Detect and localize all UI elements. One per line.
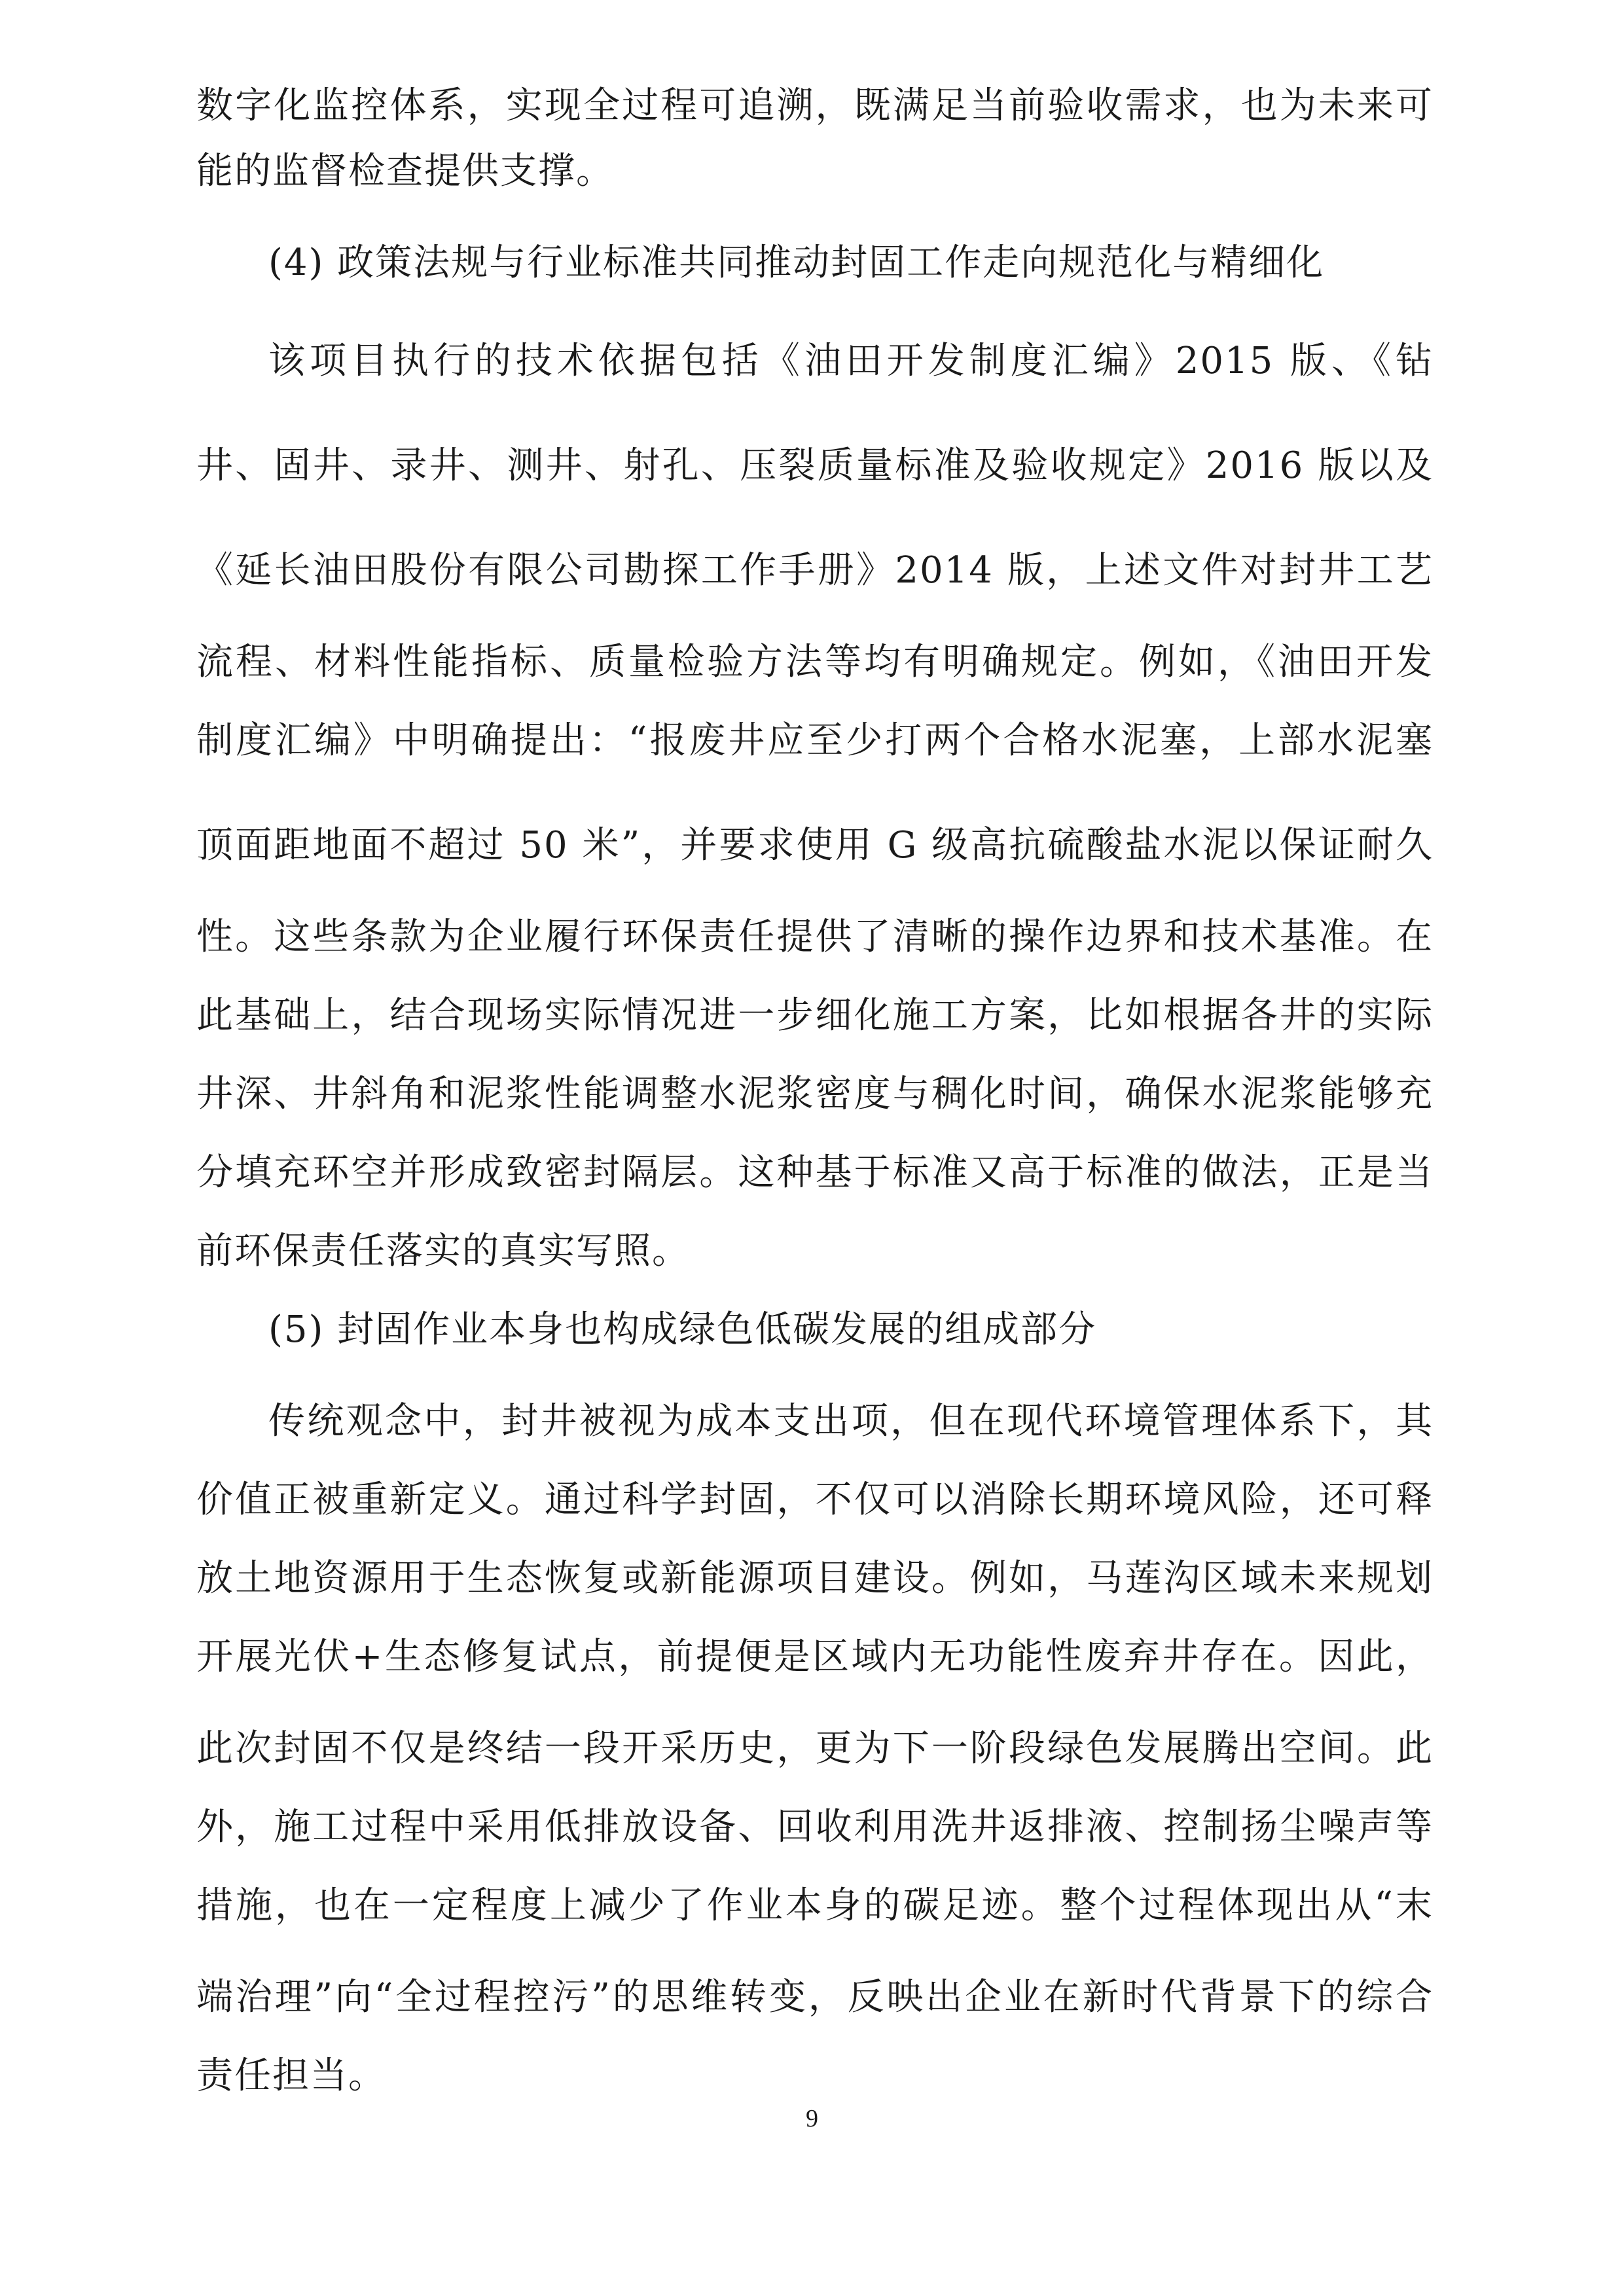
text-line: 流程、材料性能指标、质量检验方法等均有明确规定。例如，《油田开发 <box>196 641 1434 683</box>
text-line: 井、固井、录井、测井、射孔、压裂质量标准及验收规定》2016 版以及 <box>196 444 1434 487</box>
text-line: 《延长油田股份有限公司勘探工作手册》2014 版，上述文件对封井工艺 <box>196 549 1434 592</box>
text-line: 开展光伏+生态修复试点，前提便是区域内无功能性废弃井存在。因此， <box>196 1636 1434 1678</box>
text-line: 数字化监控体系，实现全过程可追溯，既满足当前验收需求，也为未来可 <box>196 84 1434 127</box>
text-line: 性。这些条款为企业履行环保责任提供了清晰的操作边界和技术基准。在 <box>196 916 1434 958</box>
section-heading-4: (4) 政策法规与行业标准共同推动封固工作走向规范化与精细化 <box>268 242 1325 284</box>
text-line: 端治理”向“全过程控污”的思维转变，反映出企业在新时代背景下的综合 <box>196 1976 1434 2018</box>
text-line: 该项目执行的技术依据包括《油田开发制度汇编》2015 版、《钻 <box>268 340 1434 382</box>
text-line: 放土地资源用于生态恢复或新能源项目建设。例如，马莲沟区域未来规划 <box>196 1557 1434 1600</box>
text-line: 外，施工过程中采用低排放设备、回收利用洗井返排液、控制扬尘噪声等 <box>196 1806 1434 1848</box>
text-line: 此基础上，结合现场实际情况进一步细化施工方案，比如根据各井的实际 <box>196 994 1434 1037</box>
text-line: 前环保责任落实的真实写照。 <box>196 1230 690 1272</box>
text-line: 责任担当。 <box>196 2054 386 2097</box>
text-line: 顶面距地面不超过 50 米”，并要求使用 G 级高抗硫酸盐水泥以保证耐久 <box>196 824 1434 867</box>
section-heading-5: (5) 封固作业本身也构成绿色低碳发展的组成部分 <box>268 1308 1097 1351</box>
text-line: 分填充环空并形成致密封隔层。这种基于标准又高于标准的做法，正是当 <box>196 1151 1434 1194</box>
text-line: 能的监督检查提供支撑。 <box>196 150 614 192</box>
page-number: 9 <box>806 2105 818 2132</box>
text-line: 此次封固不仅是终结一段开采历史，更为下一阶段绿色发展腾出空间。此 <box>196 1727 1434 1770</box>
text-line: 传统观念中，封井被视为成本支出项，但在现代环境管理体系下，其 <box>268 1400 1434 1443</box>
text-line: 价值正被重新定义。通过科学封固，不仅可以消除长期环境风险，还可释 <box>196 1479 1434 1521</box>
text-line: 措施，也在一定程度上减少了作业本身的碳足迹。整个过程体现出从“末 <box>196 1884 1434 1927</box>
text-line: 制度汇编》中明确提出：“报废井应至少打两个合格水泥塞，上部水泥塞 <box>196 719 1434 762</box>
text-line: 井深、井斜角和泥浆性能调整水泥浆密度与稠化时间，确保水泥浆能够充 <box>196 1073 1434 1115</box>
